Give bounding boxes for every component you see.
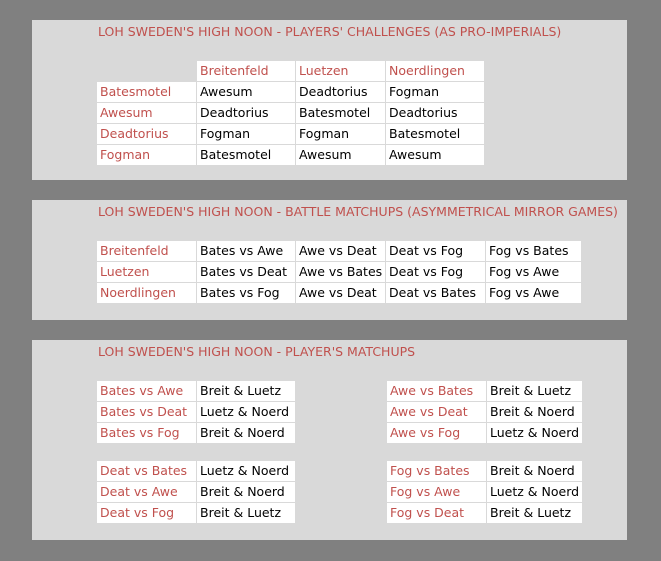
table-row [97,402,296,423]
table-cell[interactable]: Fogman [197,124,296,145]
table-cell[interactable]: Awe vs Deat [296,283,386,304]
table-cell[interactable]: Deat vs Bates [386,283,486,304]
table-row [387,503,583,524]
table-cell[interactable]: Awesum [197,82,296,103]
table-cell[interactable]: Bates vs Awe [197,241,296,262]
challenges-table [96,60,485,166]
matchup-table-deat [96,460,296,524]
table-row [97,124,485,145]
row-label[interactable]: Deat vs Awe [97,482,197,503]
row-label[interactable]: Bates vs Awe [97,381,197,402]
table-cell[interactable]: Breit & Noerd [197,482,296,503]
table-cell[interactable]: Fogman [386,82,485,103]
corner-cell [97,61,197,82]
battles-panel [32,200,627,320]
table-cell[interactable]: Luetz & Noerd [487,482,583,503]
table-row [97,482,296,503]
table-cell[interactable]: Batesmotel [386,124,485,145]
table-cell[interactable]: Deadtorius [197,103,296,124]
table-cell[interactable]: Breit & Luetz [487,381,583,402]
row-label[interactable]: Luetzen [97,262,197,283]
row-label[interactable]: Awesum [97,103,197,124]
row-label[interactable]: Fog vs Awe [387,482,487,503]
table-row [387,402,583,423]
table-row [387,423,583,444]
row-label[interactable]: Breitenfeld [97,241,197,262]
row-label[interactable]: Deadtorius [97,124,197,145]
table-cell[interactable]: Bates vs Fog [197,283,296,304]
row-label[interactable]: Noerdlingen [97,283,197,304]
table-cell[interactable]: Luetz & Noerd [197,402,296,423]
row-label[interactable]: Awe vs Deat [387,402,487,423]
table-cell[interactable]: Luetz & Noerd [487,423,583,444]
table-cell[interactable]: Deat vs Fog [386,262,486,283]
table-cell[interactable]: Deat vs Fog [386,241,486,262]
row-label[interactable]: Fog vs Deat [387,503,487,524]
matchup-table-awe [386,380,583,444]
table-cell[interactable]: Breit & Noerd [487,461,583,482]
table-cell[interactable]: Awe vs Deat [296,241,386,262]
table-cell[interactable]: Batesmotel [197,145,296,166]
table-row [387,482,583,503]
table-row [97,423,296,444]
table-cell[interactable]: Deadtorius [296,82,386,103]
row-label[interactable]: Fog vs Bates [387,461,487,482]
table-row [97,103,485,124]
table-row [97,283,582,304]
table-row [97,262,582,283]
row-label[interactable]: Bates vs Deat [97,402,197,423]
table-cell[interactable]: Breit & Noerd [487,402,583,423]
table-cell[interactable]: Awesum [386,145,485,166]
battles-title: LOH SWEDEN'S HIGH NOON - BATTLE MATCHUPS (ASYMMETRICAL MIRROR GAMES) [98,204,618,219]
table-row [97,241,582,262]
table-cell[interactable]: Batesmotel [296,103,386,124]
table-cell[interactable]: Breit & Noerd [197,423,296,444]
row-label[interactable]: Deat vs Bates [97,461,197,482]
table-row [97,503,296,524]
table-row [97,461,296,482]
table-row [387,381,583,402]
challenges-title: LOH SWEDEN'S HIGH NOON - PLAYERS' CHALLENGES (AS PRO-IMPERIALS) [98,24,562,39]
table-cell[interactable]: Fog vs Bates [486,241,582,262]
row-label[interactable]: Deat vs Fog [97,503,197,524]
column-header[interactable]: Luetzen [296,61,386,82]
row-label[interactable]: Awe vs Fog [387,423,487,444]
players-title: LOH SWEDEN'S HIGH NOON - PLAYER'S MATCHUPS [98,344,416,359]
matchup-table-fog [386,460,583,524]
row-label[interactable]: Fogman [97,145,197,166]
table-cell[interactable]: Fog vs Awe [486,283,582,304]
players-panel [32,340,627,540]
row-label[interactable]: Awe vs Bates [387,381,487,402]
table-cell[interactable]: Awe vs Bates [296,262,386,283]
table-cell[interactable]: Bates vs Deat [197,262,296,283]
table-cell[interactable]: Awesum [296,145,386,166]
table-row [97,82,485,103]
row-label[interactable]: Batesmotel [97,82,197,103]
table-cell[interactable]: Luetz & Noerd [197,461,296,482]
table-cell[interactable]: Breit & Luetz [197,503,296,524]
table-cell[interactable]: Fogman [296,124,386,145]
matchup-table-bates [96,380,296,444]
column-header[interactable]: Breitenfeld [197,61,296,82]
battles-table [96,240,582,304]
table-cell[interactable]: Fog vs Awe [486,262,582,283]
row-label[interactable]: Bates vs Fog [97,423,197,444]
table-cell[interactable]: Breit & Luetz [487,503,583,524]
table-row [97,381,296,402]
table-row [97,145,485,166]
challenges-panel [32,20,627,180]
column-header[interactable]: Noerdlingen [386,61,485,82]
table-cell[interactable]: Breit & Luetz [197,381,296,402]
table-row [387,461,583,482]
table-cell[interactable]: Deadtorius [386,103,485,124]
challenges-header-row [97,61,485,82]
